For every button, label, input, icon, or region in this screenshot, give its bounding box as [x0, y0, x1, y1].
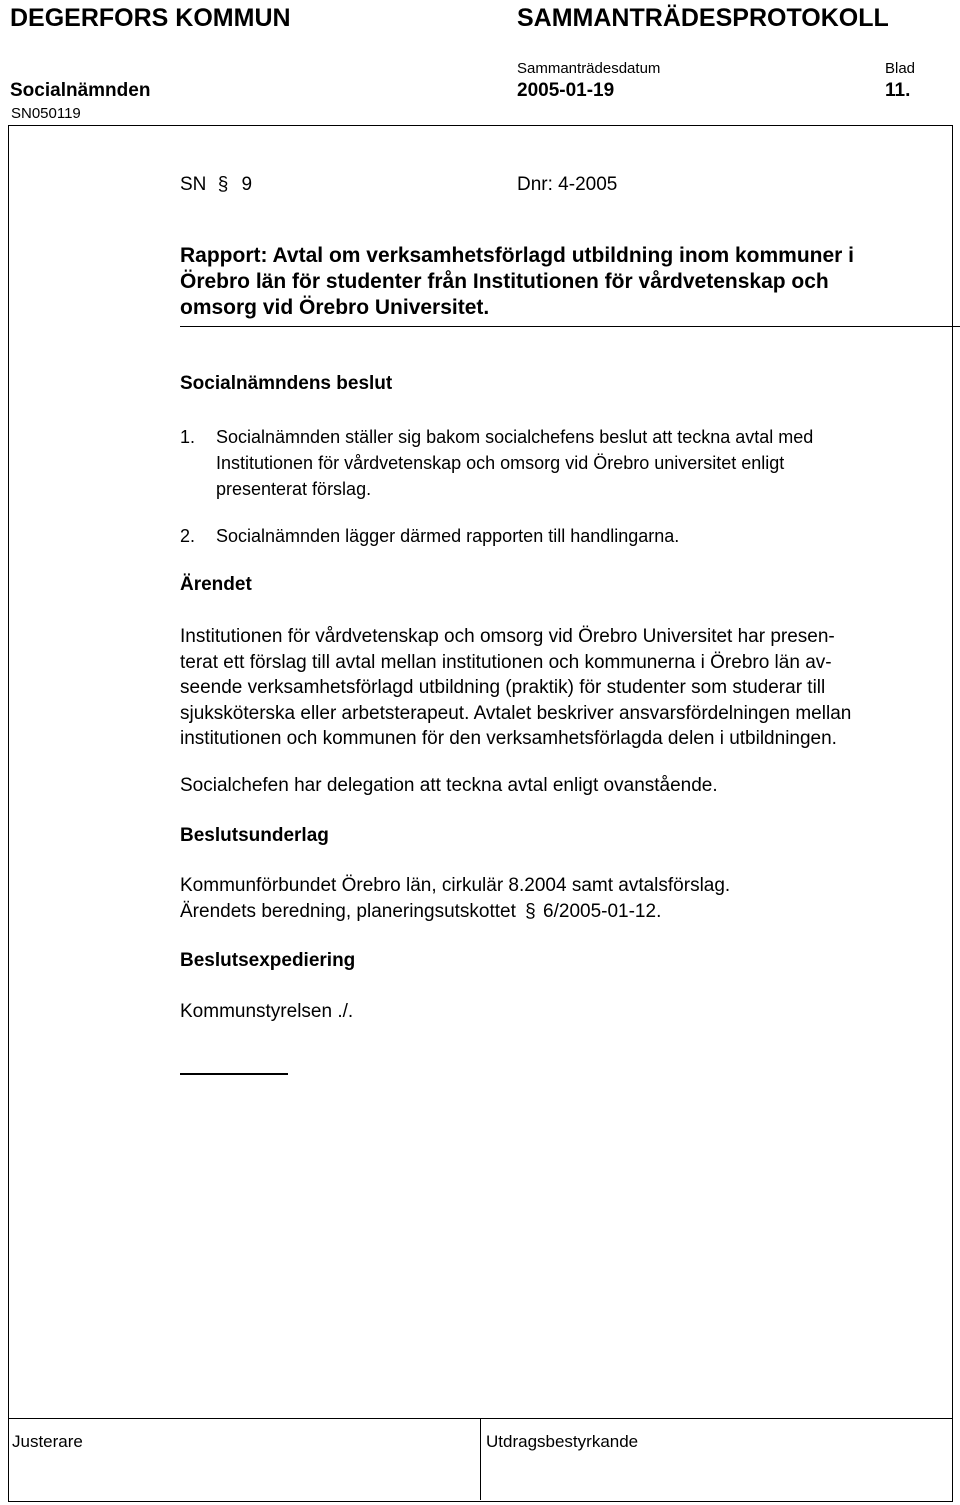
delegation-text: Socialchefen har delegation att teckna avtal enligt ovanstående. — [180, 775, 718, 796]
basis-line-prefix: Ärendets beredning, planeringsutskottet — [180, 901, 516, 922]
matter-paragraph — [180, 624, 851, 752]
case-title-line: Rapport: Avtal om verksamhetsförlagd utbildning inom kommuner i — [180, 244, 855, 267]
document-type: SAMMANTRÄDESPROTOKOLL — [517, 4, 889, 32]
matter-heading: Ärendet — [180, 574, 252, 595]
decision-item-line: Socialnämnden ställer sig bakom socialchefens beslut att teckna avtal med — [216, 427, 814, 447]
matter-line: institutionen och kommunen för den verksamhetsförlagda delen i utbildningen. — [180, 728, 837, 749]
footer-adjuster-label: Justerare — [12, 1432, 83, 1451]
section-prefix: SN — [180, 174, 207, 195]
page-frame — [8, 125, 953, 1502]
page-number: 11. — [885, 80, 911, 101]
decision-item-line: presenterat förslag. — [216, 479, 372, 499]
meeting-date-label: Sammanträdesdatum — [517, 60, 661, 77]
matter-line: sjuksköterska eller arbetsterapeut. Avtalet beskriver ansvarsfördelningen mellan — [180, 702, 852, 724]
matter-line: seende verksamhetsförlagd utbildning (praktik) för studenter som studerar till — [180, 677, 826, 698]
matter-line: Institutionen för vårdvetenskap och omsorg vid Örebro Universitet har presen- — [180, 626, 835, 647]
matter-line: terat ett förslag till avtal mellan institutionen och kommunerna i Örebro län av- — [180, 651, 832, 673]
decision-item-line: Institutionen för vårdvetenskap och omsorg vid Örebro universitet enligt — [216, 453, 785, 473]
dispatch-recipient: Kommunstyrelsen ./. — [180, 1001, 354, 1022]
document-id: SN050119 — [11, 105, 81, 122]
basis-heading: Beslutsunderlag — [180, 825, 329, 846]
footer-column-divider — [480, 1418, 481, 1500]
basis-line: Kommunförbundet Örebro län, cirkulär 8.2004 samt avtalsförslag. — [180, 875, 731, 896]
decision-item-text — [216, 424, 813, 502]
decision-item-number: 1. — [180, 427, 196, 447]
municipality-name: DEGERFORS KOMMUN — [10, 4, 291, 32]
basis-line — [180, 901, 661, 923]
footer-certification-label: Utdragsbestyrkande — [486, 1432, 639, 1451]
case-title-line: omsorg vid Örebro Universitet. — [180, 296, 490, 319]
section-symbol: § — [217, 174, 229, 195]
case-title — [180, 243, 960, 321]
decision-item-line: Socialnämnden lägger därmed rapporten till handlingarna. — [216, 526, 680, 546]
section-reference — [180, 174, 252, 196]
committee-name: Socialnämnden — [10, 80, 151, 101]
diary-number: Dnr: 4-2005 — [517, 174, 618, 195]
title-divider — [180, 326, 960, 327]
decision-heading: Socialnämndens beslut — [180, 373, 393, 394]
basis-section-symbol: § — [525, 901, 536, 922]
end-divider — [180, 1073, 288, 1075]
case-title-line: Örebro län för studenter från Institutionen för vårdvetenskap och — [180, 270, 829, 293]
basis-line-suffix: 6/2005-01-12. — [543, 901, 662, 922]
decision-item-number: 2. — [180, 526, 196, 546]
section-number: 9 — [241, 174, 253, 195]
page-label: Blad — [885, 60, 916, 77]
meeting-date: 2005-01-19 — [517, 80, 615, 101]
dispatch-heading: Beslutsexpediering — [180, 950, 356, 971]
decision-item-text — [216, 523, 679, 549]
